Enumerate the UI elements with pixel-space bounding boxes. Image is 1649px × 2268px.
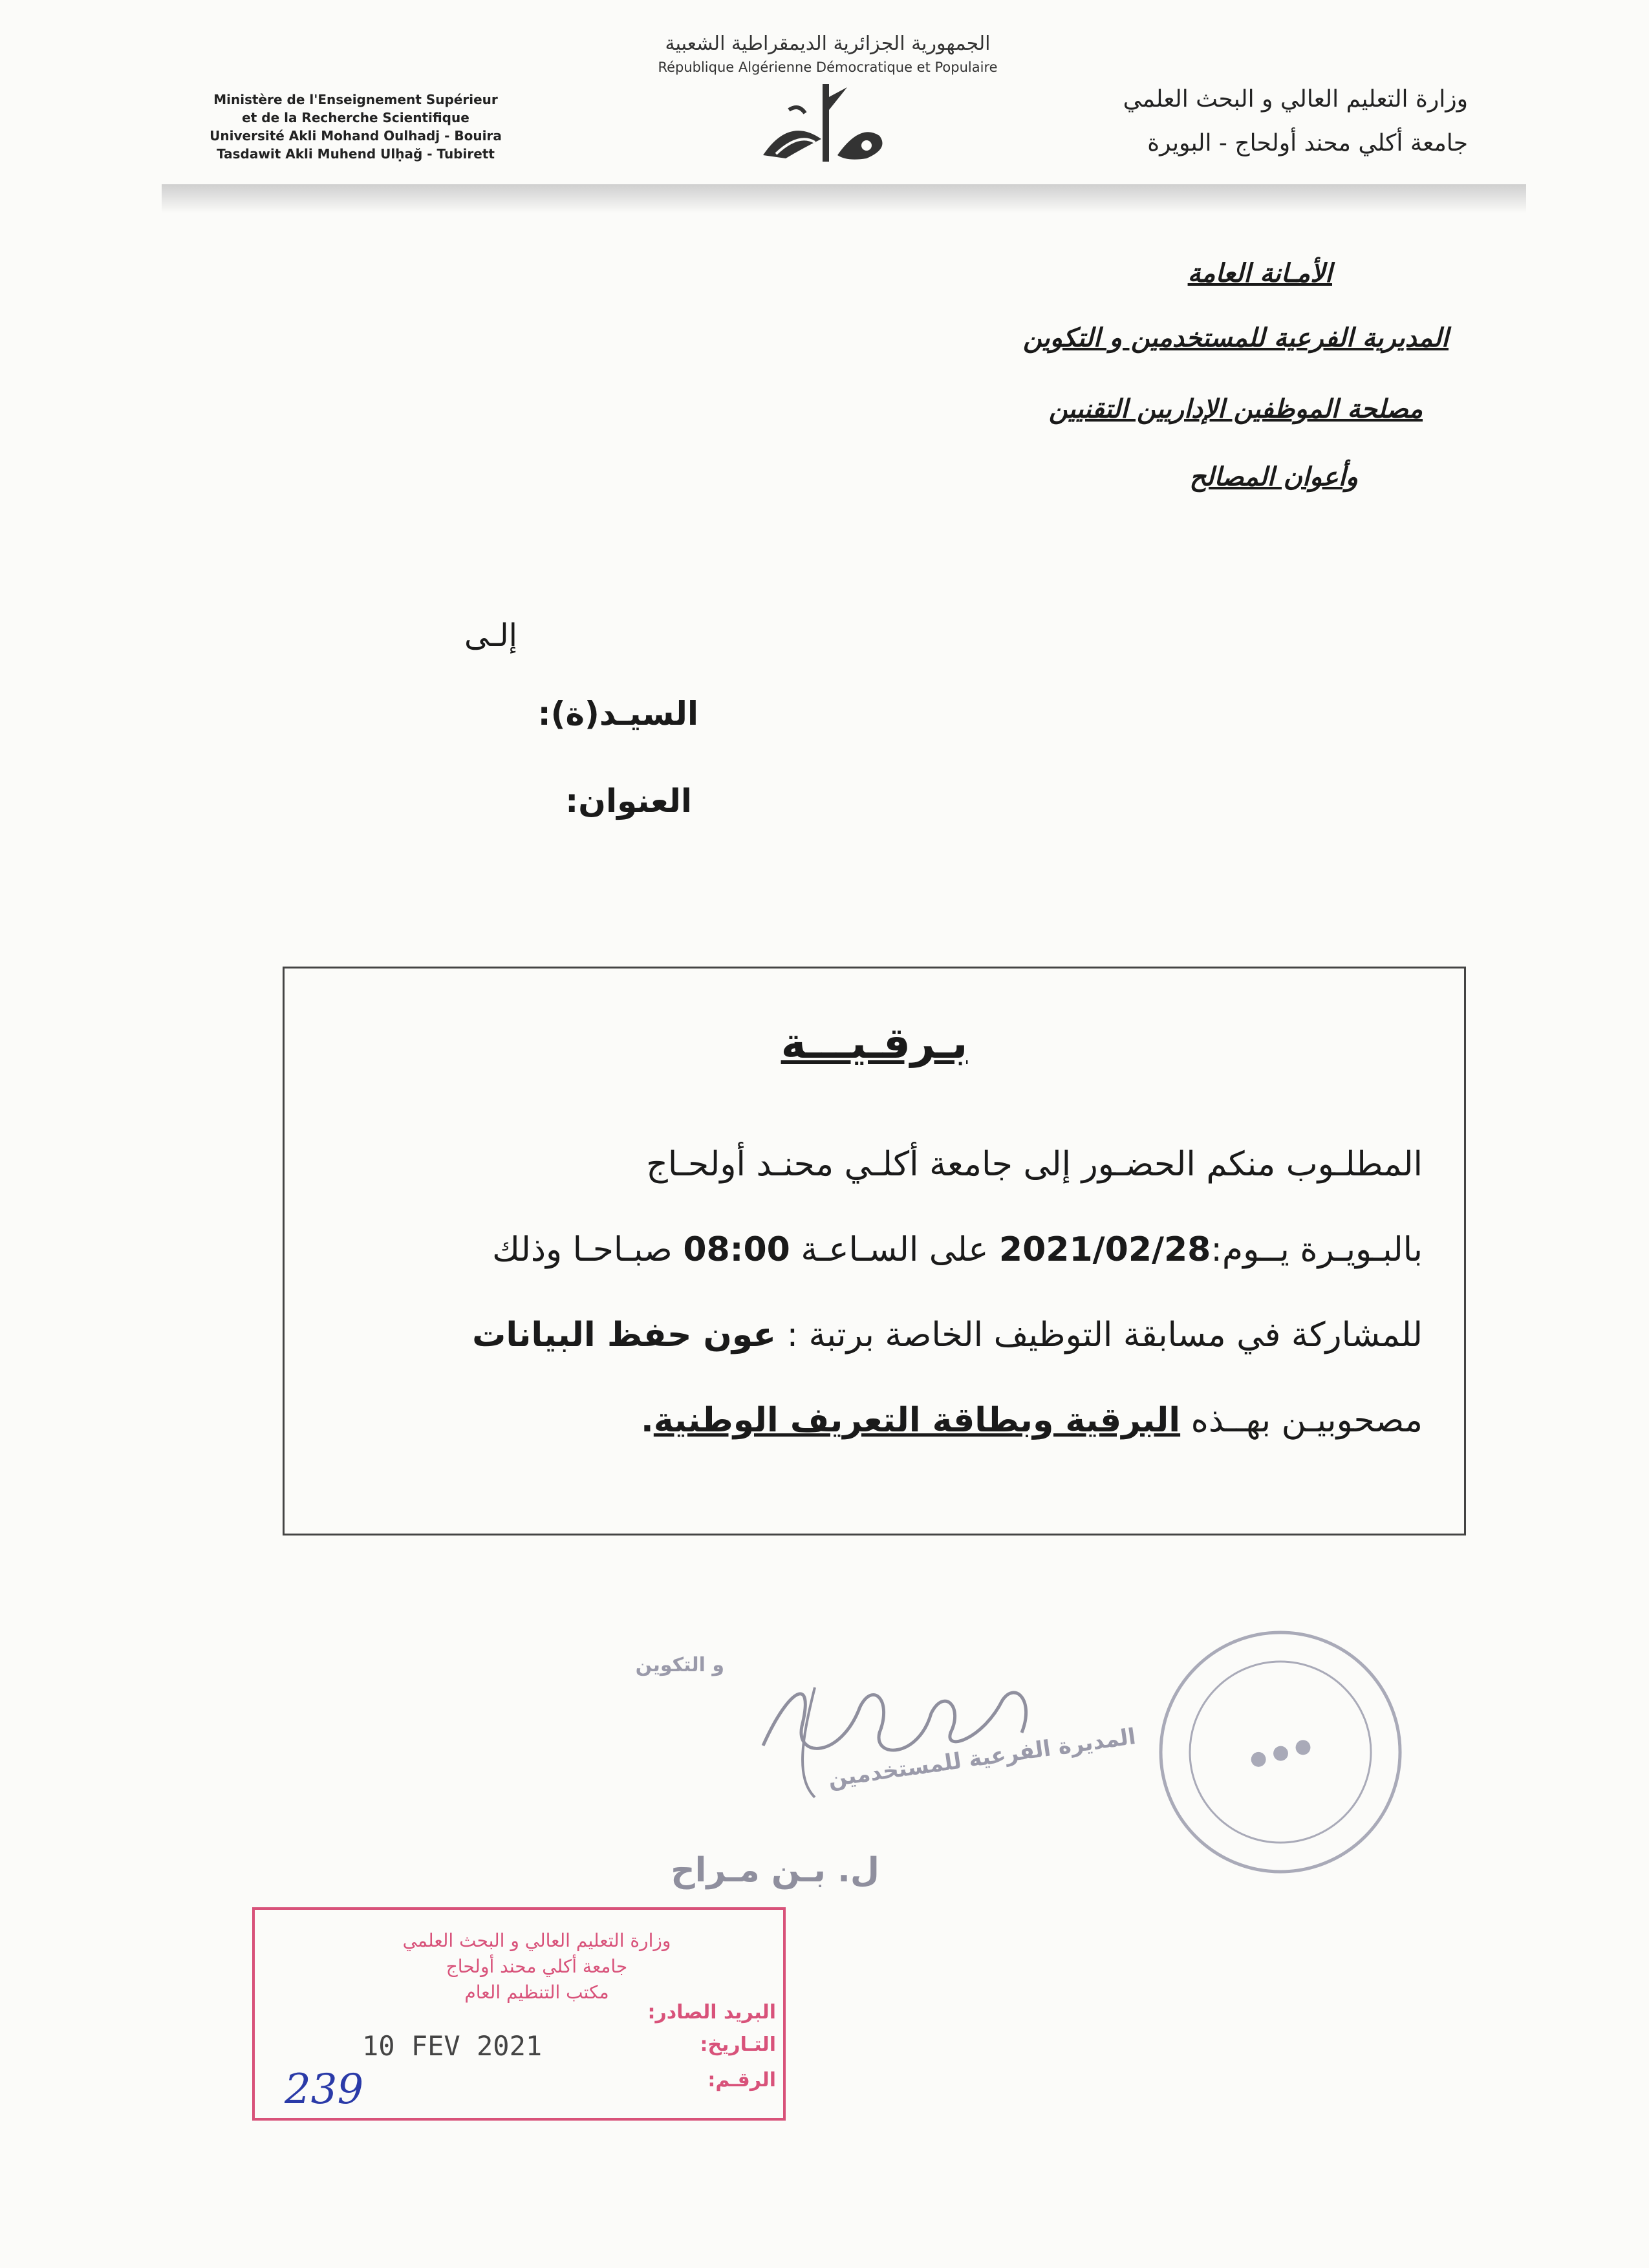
svg-text:المديرة الفرعية للمستخدمين: المديرة الفرعية للمستخدمين (826, 1723, 1137, 1793)
university-logo-icon (750, 78, 905, 168)
university-fr-line: Université Akli Mohand Oulhadj - Bouira (210, 128, 502, 144)
day-label: بالبـويـرة يــوم: (1211, 1230, 1423, 1269)
ministry-ar-block (1054, 78, 1468, 166)
stamp-date-label: التـاريخ: (700, 2033, 776, 2056)
stamp-outgoing-label: البريد الصادر: (647, 2001, 776, 2024)
university-kabyle-line: Tasdawit Akli Muhend Ulḥağ - Tubirett (217, 146, 495, 162)
stamp-university-line: جامعة أكلي محند أولحاج (446, 1956, 628, 1977)
telegram-line (336, 1207, 1423, 1292)
signature-stamp-icon (635, 1610, 1423, 1920)
stamp-date-value: 10 FEV 2021 (362, 2030, 543, 2062)
ministry-ar-line: وزارة التعليم العالي و البحث العلمي (1123, 86, 1468, 112)
svg-text:● ● ●: ● ● ● (1247, 1733, 1314, 1772)
to-label: إلـى (464, 617, 517, 654)
telegram-line (336, 1378, 1423, 1463)
accompanied-label: مصحوبيـن بهــذه (1191, 1401, 1423, 1440)
telegram-title: بـرقـيـــة (781, 1018, 968, 1068)
general-secretariat: الأمـانة العامة (1187, 259, 1332, 288)
telegram-line (336, 1292, 1423, 1378)
service-agents: وأعوان المصالح (1189, 462, 1358, 492)
recipient-address-label: العنوان: (565, 782, 692, 820)
svg-text:و التكوين: و التكوين (635, 1654, 724, 1676)
required-documents: البرقية وبطاقة التعريف الوطنية (653, 1401, 1181, 1440)
stamp-office-line: مكتب التنظيم العام (464, 1982, 609, 2003)
stamp-number-value: 239 (285, 2066, 364, 2113)
ministry-fr-block (165, 91, 546, 163)
exam-time: 08:00 (683, 1230, 790, 1269)
ministry-fr-line: Ministère de l'Enseignement Supérieur (213, 92, 498, 107)
telegram-line: المطلـوب منكم الحضـور إلى جامعة أكلـي محنـد أولحـاج (646, 1145, 1423, 1184)
exam-date: 2021/02/28 (998, 1230, 1211, 1269)
letterhead-shadow (162, 184, 1526, 213)
republic-title-fr: République Algérienne Démocratique et Populaire (658, 59, 998, 75)
stamp-number-label: الرقـم: (707, 2069, 776, 2091)
stamp-ministry-line: وزارة التعليم العالي و البحث العلمي (402, 1930, 671, 1951)
republic-title-ar: الجمهورية الجزائرية الديمقراطية الشعبية (665, 32, 991, 55)
hour-label: على السـاعـة (801, 1230, 989, 1269)
rank-value: عون حفظ البيانات (472, 1316, 777, 1354)
staff-service: مصلحة الموظفين الإداريين التقنيين (1048, 394, 1423, 424)
recipient-name-label: السيـد(ة): (537, 695, 698, 733)
ministry-fr-line: et de la Recherche Scientifique (242, 110, 469, 125)
telegram-body (336, 1122, 1423, 1463)
morning-label: صبـاحـا وذلك (492, 1230, 673, 1269)
university-ar-line: جامعة أكلي محند أولحاج - البويرة (1147, 130, 1468, 156)
period: . (641, 1401, 654, 1440)
sub-directorate: المديرية الفرعية للمستخدمين و التكوين (1023, 323, 1449, 353)
competition-label: للمشاركة في مسابقة التوظيف الخاصة برتبة : (786, 1316, 1423, 1354)
svg-text:ل. بـن مـراح: ل. بـن مـراح (671, 1851, 879, 1890)
